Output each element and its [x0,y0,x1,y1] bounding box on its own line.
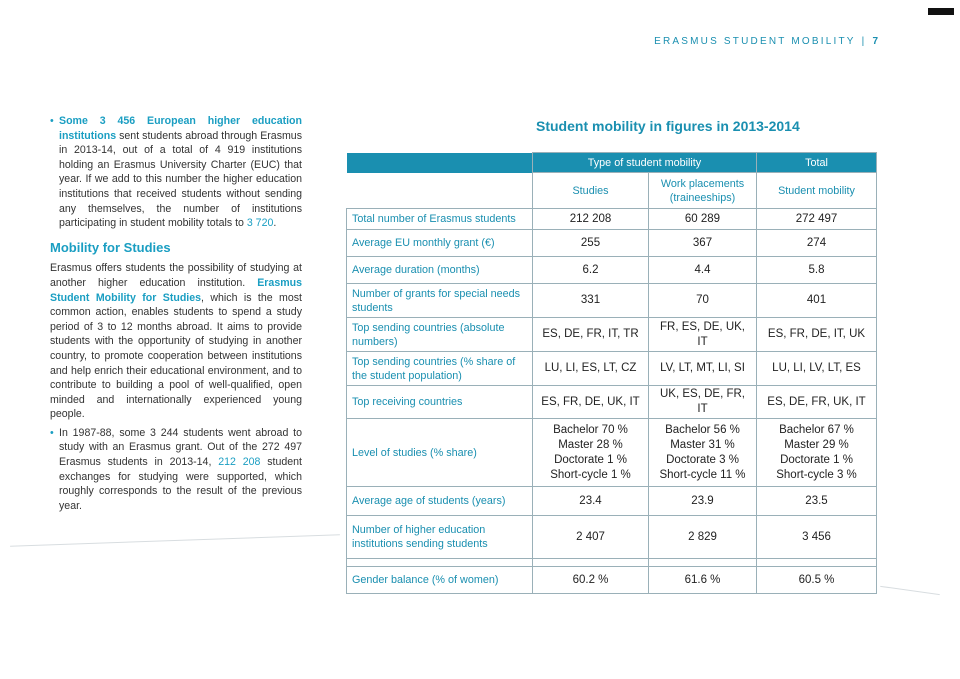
page-number: 7 [872,36,878,47]
row-label: Total number of Erasmus students [347,209,533,230]
level-line: Short-cycle 3 % [776,468,857,481]
spacer-cell [757,559,877,567]
running-title: ERASMUS STUDENT MOBILITY [654,36,856,47]
col-work-placements: Work placements (traineeships) [649,173,757,209]
cell-work: 4.4 [649,257,757,284]
table-row [347,419,877,487]
header-blank-2 [347,173,533,209]
header-row-group [347,153,877,173]
cell-studies: 212 208 [533,209,649,230]
cell-work: FR, ES, DE, UK, IT [649,318,757,352]
cell-studies: LU, LI, ES, LT, CZ [533,352,649,386]
scan-artifact-line [10,534,340,547]
level-line: Bachelor 56 % [665,423,740,436]
row-label: Average age of students (years) [347,487,533,516]
left-column [50,114,302,517]
bullet-institutions [50,114,302,231]
mobility-paragraph [50,261,302,422]
cell-total: ES, FR, DE, IT, UK [757,318,877,352]
level-line: Doctorate 3 % [666,453,739,466]
cell-work [649,419,757,487]
cell-studies [533,419,649,487]
bullet-end: . [273,217,277,230]
para-text-2: , which is the most common action, enables students to spend a study period of 3 to 12 months abroad. It aims to provide students with the opportunity of studying in another country, to promote cooperation between institutions and help enrich their educational environment, and to contribute to building a pool of well-qualified, open minded and internationally experienced young people. [50,291,302,421]
cell-studies: ES, FR, DE, UK, IT [533,386,649,419]
cell-total: 401 [757,284,877,318]
table-row [347,567,877,594]
table-row [347,386,877,419]
row-label: Level of studies (% share) [347,419,533,487]
table-row [347,516,877,559]
level-line: Master 28 % [558,438,623,451]
table-row [347,230,877,257]
cell-total: 3 456 [757,516,877,559]
row-label: Top sending countries (absolute numbers) [347,318,533,352]
spacer-cell [649,559,757,567]
header-blank [347,153,533,173]
level-line: Doctorate 1 % [554,453,627,466]
cell-total: ES, DE, FR, UK, IT [757,386,877,419]
table-row [347,284,877,318]
bullet-history-text-2: student exchanges for studying were supported, which roughly corresponds to the result of the previous year. [59,456,303,512]
row-label: Average EU monthly grant (€) [347,230,533,257]
highlight-total: 3 720 [246,217,274,230]
row-label: Top receiving countries [347,386,533,419]
table-title: Student mobility in figures in 2013-2014 [536,118,800,134]
cell-studies: 60.2 % [533,567,649,594]
running-header [654,36,878,47]
cell-studies: 331 [533,284,649,318]
level-line: Bachelor 70 % [553,423,628,436]
scan-artifact-line [880,586,940,595]
level-line: Bachelor 67 % [779,423,854,436]
cell-total: 274 [757,230,877,257]
row-label: Number of grants for special needs students [347,284,533,318]
cell-total: 23.5 [757,487,877,516]
bullet-history [50,426,302,514]
level-line: Short-cycle 1 % [550,468,631,481]
table-spacer-row [347,559,877,567]
spacer-cell [533,559,649,567]
cell-work: UK, ES, DE, FR, IT [649,386,757,419]
level-line: Doctorate 1 % [780,453,853,466]
header-row-columns [347,173,877,209]
cell-work: 367 [649,230,757,257]
cell-work: 2 829 [649,516,757,559]
level-line: Master 29 % [784,438,849,451]
cell-work: 70 [649,284,757,318]
table-row [347,209,877,230]
mobility-table [346,152,877,594]
header-type-of-mobility: Type of student mobility [533,153,757,173]
row-label: Number of higher education institutions sending students [347,516,533,559]
scan-mark [928,8,954,15]
cell-work: 23.9 [649,487,757,516]
cell-studies: 6.2 [533,257,649,284]
header-total: Total [757,153,877,173]
cell-total: 5.8 [757,257,877,284]
row-label: Top sending countries (% share of the student population) [347,352,533,386]
cell-studies: ES, DE, FR, IT, TR [533,318,649,352]
bullet-history-text-1: In 1987-88, some 3 244 students went abroad to study with an Erasmus grant. Out of the 272 497 Erasmus students in 2013-14, [59,426,302,469]
cell-work: 61.6 % [649,567,757,594]
bullet-institutions-text: sent students abroad through Erasmus in 2013-14, out of a total of 4 919 institutions holding an Erasmus University Charter (EUC) that year. If we add to this number the higher education institutions that received students without sending any themselves, the number of institutions participating in student mobility totals to [59,129,302,230]
cell-studies: 255 [533,230,649,257]
row-label: Gender balance (% of women) [347,567,533,594]
table-row [347,257,877,284]
section-heading: Mobility for Studies [50,239,171,255]
table-row [347,318,877,352]
level-line: Master 31 % [670,438,735,451]
col-student-mobility: Student mobility [757,173,877,209]
col-studies: Studies [533,173,649,209]
para-text-1: Erasmus offers students the possibility of studying at another higher education institution. [50,262,302,289]
row-label: Average duration (months) [347,257,533,284]
cell-studies: 2 407 [533,516,649,559]
highlight-institutions: Some 3 456 European higher education institutions [59,115,302,142]
cell-total [757,419,877,487]
cell-work: LV, LT, MT, LI, SI [649,352,757,386]
table-row [347,352,877,386]
cell-total: 60.5 % [757,567,877,594]
cell-work: 60 289 [649,209,757,230]
cell-total: LU, LI, LV, LT, ES [757,352,877,386]
highlight-studies-count: 212 208 [218,456,261,469]
level-line: Short-cycle 11 % [659,468,746,481]
header-separator: | [861,36,867,47]
cell-total: 272 497 [757,209,877,230]
spacer-cell [347,559,533,567]
highlight-program: Erasmus Student Mobility for Studies [50,276,302,304]
cell-studies: 23.4 [533,487,649,516]
table-row [347,487,877,516]
